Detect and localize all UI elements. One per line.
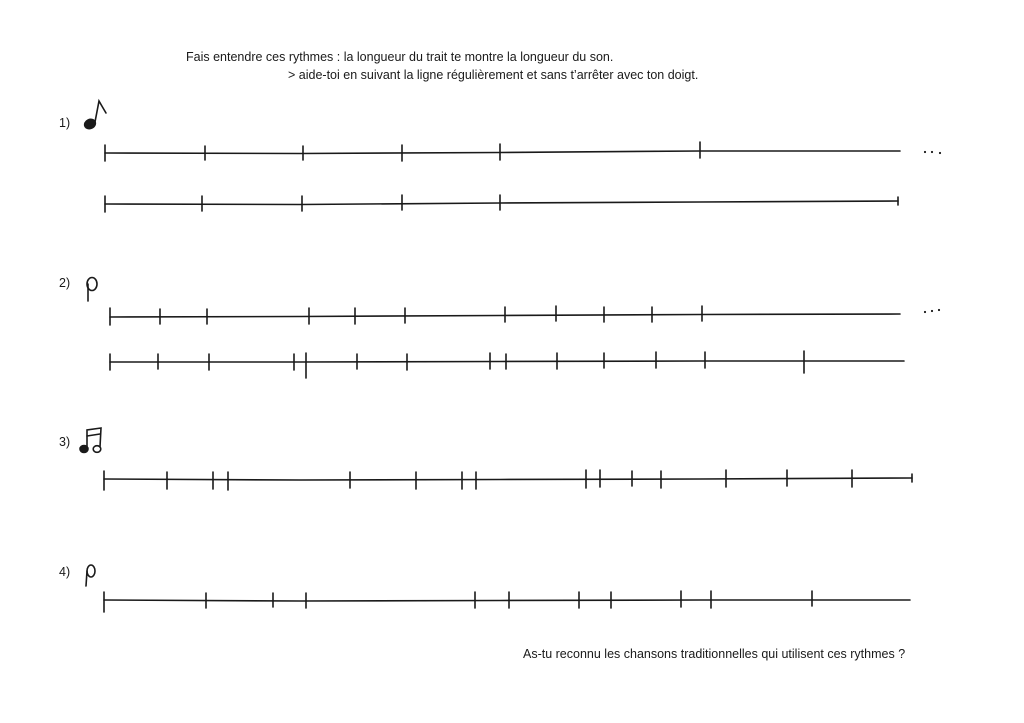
half-note-icon-4 xyxy=(86,565,95,586)
closing-question: As-tu reconnu les chansons traditionnelles qui utilisent ces rythmes ? xyxy=(523,647,906,661)
rhythm-line-2a xyxy=(110,306,940,325)
rhythm-line-3 xyxy=(104,470,912,490)
beamed-eighth-notes-icon xyxy=(80,428,101,453)
instruction-line-2: > aide-toi en suivant la ligne régulièrement et sans t’arrêter avec ton doigt. xyxy=(288,68,699,82)
exercise-number-2: 2) xyxy=(59,276,71,290)
instruction-line-1: Fais entendre ces rythmes : la longueur du trait te montre la longueur du son. xyxy=(186,50,614,64)
rhythm-line-2b xyxy=(110,351,904,378)
half-note-icon xyxy=(87,278,97,302)
rhythm-line-1b xyxy=(105,195,898,212)
rhythm-line-1a xyxy=(105,142,941,161)
exercise-number-4: 4) xyxy=(59,565,71,579)
exercise-number-1: 1) xyxy=(59,116,71,130)
exercise-number-3: 3) xyxy=(59,435,71,449)
eighth-note-icon xyxy=(83,101,106,130)
rhythm-line-4 xyxy=(104,591,910,612)
